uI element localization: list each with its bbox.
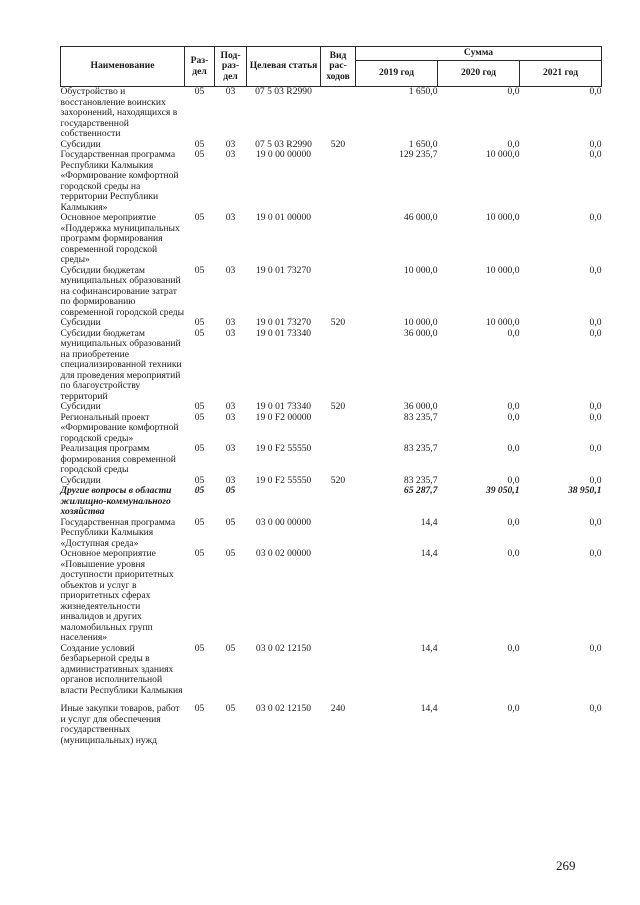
cell-2021: 0,0	[589, 642, 602, 654]
cell-target: 03 0 02 12150	[255, 703, 312, 714]
table-row	[61, 150, 602, 213]
cell-podrazdel: 05	[225, 516, 236, 528]
cell-2019: 83 235,7	[403, 411, 438, 423]
cell-target: 19 0 F2 55550	[255, 474, 312, 486]
header-name: Наименование	[61, 47, 185, 87]
cell-2020: 0,0	[507, 548, 520, 559]
cell-razdel: 05	[194, 485, 205, 496]
cell-vid	[321, 266, 356, 319]
cell-2020: 0,0	[507, 443, 520, 454]
cell-2021: 38 950,1	[567, 485, 602, 496]
cell-2019: 1 650,0	[408, 86, 438, 97]
cell-razdel: 05	[194, 327, 205, 339]
cell-razdel: 05	[194, 516, 205, 528]
cell-razdel: 05	[194, 642, 205, 654]
cell-podrazdel: 03	[225, 212, 236, 223]
cell-vid	[321, 413, 356, 445]
cell-target: 07 5 03 R2990	[255, 138, 312, 150]
cell-name: Субсидии	[60, 401, 101, 412]
table-row	[61, 696, 602, 746]
cell-2019: 129 235,7	[399, 149, 438, 160]
cell-podrazdel: 03	[225, 443, 236, 454]
cell-podrazdel: 03	[225, 86, 236, 97]
table-header	[61, 47, 602, 87]
cell-podrazdel: 03	[225, 474, 236, 486]
cell-podrazdel: 03	[225, 138, 236, 150]
table-row	[61, 402, 602, 413]
cell-vid	[321, 518, 356, 550]
cell-podrazdel: 05	[225, 703, 236, 714]
cell-2020: 0,0	[507, 474, 520, 486]
cell-2020: 0,0	[507, 642, 520, 654]
cell-target: 03 0 02 00000	[255, 548, 312, 559]
cell-name: Субсидии	[60, 317, 101, 328]
cell-target	[247, 486, 321, 518]
cell-2019: 46 000,0	[403, 212, 438, 223]
cell-razdel: 05	[194, 548, 205, 559]
cell-2021: 0,0	[589, 474, 602, 486]
cell-2021: 0,0	[589, 86, 602, 97]
cell-name: Реализация программ формирования современной городской среды	[60, 443, 176, 475]
cell-razdel: 05	[194, 149, 205, 160]
cell-target: 19 0 F2 00000	[255, 411, 312, 423]
budget-table	[60, 46, 602, 746]
cell-razdel: 05	[194, 411, 205, 423]
cell-razdel: 05	[194, 86, 205, 97]
cell-podrazdel: 05	[225, 642, 236, 654]
table-row	[61, 644, 602, 697]
cell-2019: 1 650,0	[408, 138, 438, 150]
cell-name: Создание условий безбарьерной среды в административных зданиях органов исполнительной власти Республики Калмыкия	[60, 642, 183, 696]
header-2021: 2021 год	[520, 61, 602, 87]
cell-target: 03 0 00 00000	[255, 516, 312, 528]
cell-vid	[321, 444, 356, 476]
cell-2020: 10 000,0	[485, 149, 520, 160]
cell-2019: 14,4	[420, 548, 438, 559]
cell-vid	[321, 213, 356, 266]
table-row	[61, 87, 602, 140]
cell-2020: 39 050,1	[485, 485, 520, 496]
cell-podrazdel: 03	[225, 327, 236, 339]
table-body	[61, 87, 602, 747]
cell-target: 19 0 F2 55550	[255, 443, 312, 454]
cell-target: 19 0 01 73270	[255, 317, 312, 328]
cell-2021: 0,0	[589, 212, 602, 223]
cell-2019: 10 000,0	[403, 264, 438, 276]
cell-name: Основное мероприятие «Поддержка муниципальных программ формирования современной городской среды»	[60, 212, 180, 265]
cell-vid	[321, 644, 356, 697]
cell-name: Другие вопросы в области жилищно-коммунального хозяйства	[60, 485, 172, 517]
cell-razdel: 05	[194, 317, 205, 328]
table-row	[61, 444, 602, 476]
cell-2021: 0,0	[589, 703, 602, 714]
cell-podrazdel: 05	[225, 548, 236, 559]
cell-2020: 0,0	[507, 327, 520, 339]
table-row	[61, 518, 602, 550]
cell-name: Субсидии бюджетам муниципальных образований на приобретение специализированной техники для проведения мероприятий по благоустройству территорий	[60, 327, 182, 402]
table-row	[61, 266, 602, 319]
cell-podrazdel: 05	[225, 485, 236, 496]
cell-name: Субсидии бюджетам муниципальных образований на софинансирование затрат по формированию современной городской среды	[60, 264, 185, 318]
header-vid: Вид рас-ходов	[321, 47, 356, 87]
cell-razdel: 05	[194, 212, 205, 223]
cell-2020: 10 000,0	[485, 212, 520, 223]
cell-vid: 520	[330, 401, 346, 412]
cell-2020: 0,0	[507, 401, 520, 412]
cell-target: 19 0 01 73270	[255, 264, 312, 276]
cell-vid	[321, 329, 356, 403]
cell-vid: 520	[330, 317, 346, 328]
cell-target: 07 5 03 R2990	[255, 86, 312, 97]
cell-2021: 0,0	[589, 327, 602, 339]
cell-razdel: 05	[194, 401, 205, 412]
cell-2020: 0,0	[507, 138, 520, 150]
cell-2020: 0,0	[507, 86, 520, 97]
cell-name: Субсидии	[60, 474, 101, 486]
header-sum: Сумма	[356, 47, 602, 61]
table-row	[61, 329, 602, 403]
cell-2020: 10 000,0	[485, 264, 520, 276]
cell-podrazdel: 03	[225, 411, 236, 423]
header-razdel: Раз-дел	[185, 47, 215, 87]
cell-name: Основное мероприятие «Повышение уровня доступности приоритетных объектов и услуг в приоритетных сферах жизнедеятельности инвалидов и других маломобильных групп населения»	[60, 548, 174, 643]
cell-2020: 0,0	[507, 703, 520, 714]
cell-2021: 0,0	[589, 149, 602, 160]
cell-2019: 65 287,7	[403, 485, 438, 496]
cell-vid	[321, 549, 356, 644]
cell-podrazdel: 03	[225, 401, 236, 412]
cell-vid	[321, 150, 356, 213]
cell-2020: 0,0	[507, 411, 520, 423]
cell-podrazdel: 03	[225, 264, 236, 276]
cell-razdel: 05	[194, 138, 205, 150]
cell-2019: 83 235,7	[403, 443, 438, 454]
cell-2019: 10 000,0	[403, 317, 438, 328]
cell-name: Региональный проект «Формирование комфортной городской среды»	[60, 411, 179, 444]
page-number: 269	[556, 858, 576, 873]
cell-name: Субсидии	[60, 138, 101, 150]
table-row	[61, 413, 602, 445]
header-2019: 2019 год	[356, 61, 438, 87]
header-podrazdel: Под-раз-дел	[215, 47, 247, 87]
cell-target: 19 0 01 73340	[255, 401, 312, 412]
cell-name: Обустройство и восстановление воинских захоронений, находящихся в государственной собственности	[60, 86, 178, 139]
cell-2019: 14,4	[420, 703, 438, 714]
cell-2020: 0,0	[507, 516, 520, 528]
cell-podrazdel: 03	[225, 317, 236, 328]
cell-razdel: 05	[194, 703, 205, 714]
cell-2021: 0,0	[589, 516, 602, 528]
cell-2021: 0,0	[589, 317, 602, 328]
cell-target: 19 0 01 73340	[255, 327, 312, 339]
cell-vid: 520	[330, 474, 346, 486]
cell-2021: 0,0	[589, 411, 602, 423]
cell-name: Государственная программа Республики Калмыкия «Формирование комфортной городской среды на территории Республики Калмыкия»	[60, 149, 179, 213]
cell-target: 19 0 01 00000	[255, 212, 312, 223]
header-2020: 2020 год	[438, 61, 520, 87]
cell-2019: 83 235,7	[403, 474, 438, 486]
cell-razdel: 05	[194, 474, 205, 486]
cell-vid: 240	[330, 703, 346, 714]
cell-target: 19 0 00 00000	[255, 149, 312, 160]
cell-2020: 10 000,0	[485, 317, 520, 328]
table-row	[61, 486, 602, 518]
cell-2021: 0,0	[589, 264, 602, 276]
table-row	[61, 213, 602, 266]
cell-2021: 0,0	[589, 443, 602, 454]
cell-2019: 36 000,0	[403, 401, 438, 412]
table-row	[61, 318, 602, 329]
cell-razdel: 05	[194, 264, 205, 276]
cell-vid: 520	[330, 138, 346, 150]
cell-vid	[321, 87, 356, 140]
cell-2021: 0,0	[589, 548, 602, 559]
cell-target: 03 0 02 12150	[255, 642, 312, 654]
cell-2021: 0,0	[589, 138, 602, 150]
cell-2021: 0,0	[589, 401, 602, 412]
cell-2019: 36 000,0	[403, 327, 438, 339]
table-row	[61, 549, 602, 644]
cell-razdel: 05	[194, 443, 205, 454]
cell-podrazdel: 03	[225, 149, 236, 160]
cell-2019: 14,4	[420, 516, 438, 528]
cell-name: Иные закупки товаров, работ и услуг для обеспечения государственных (муниципальных) нужд	[60, 703, 180, 746]
header-target: Целевая статья	[247, 47, 321, 87]
cell-name: Государственная программа Республики Калмыкия «Доступная среда»	[60, 516, 176, 549]
cell-vid	[321, 486, 356, 518]
cell-2019: 14,4	[420, 642, 438, 654]
